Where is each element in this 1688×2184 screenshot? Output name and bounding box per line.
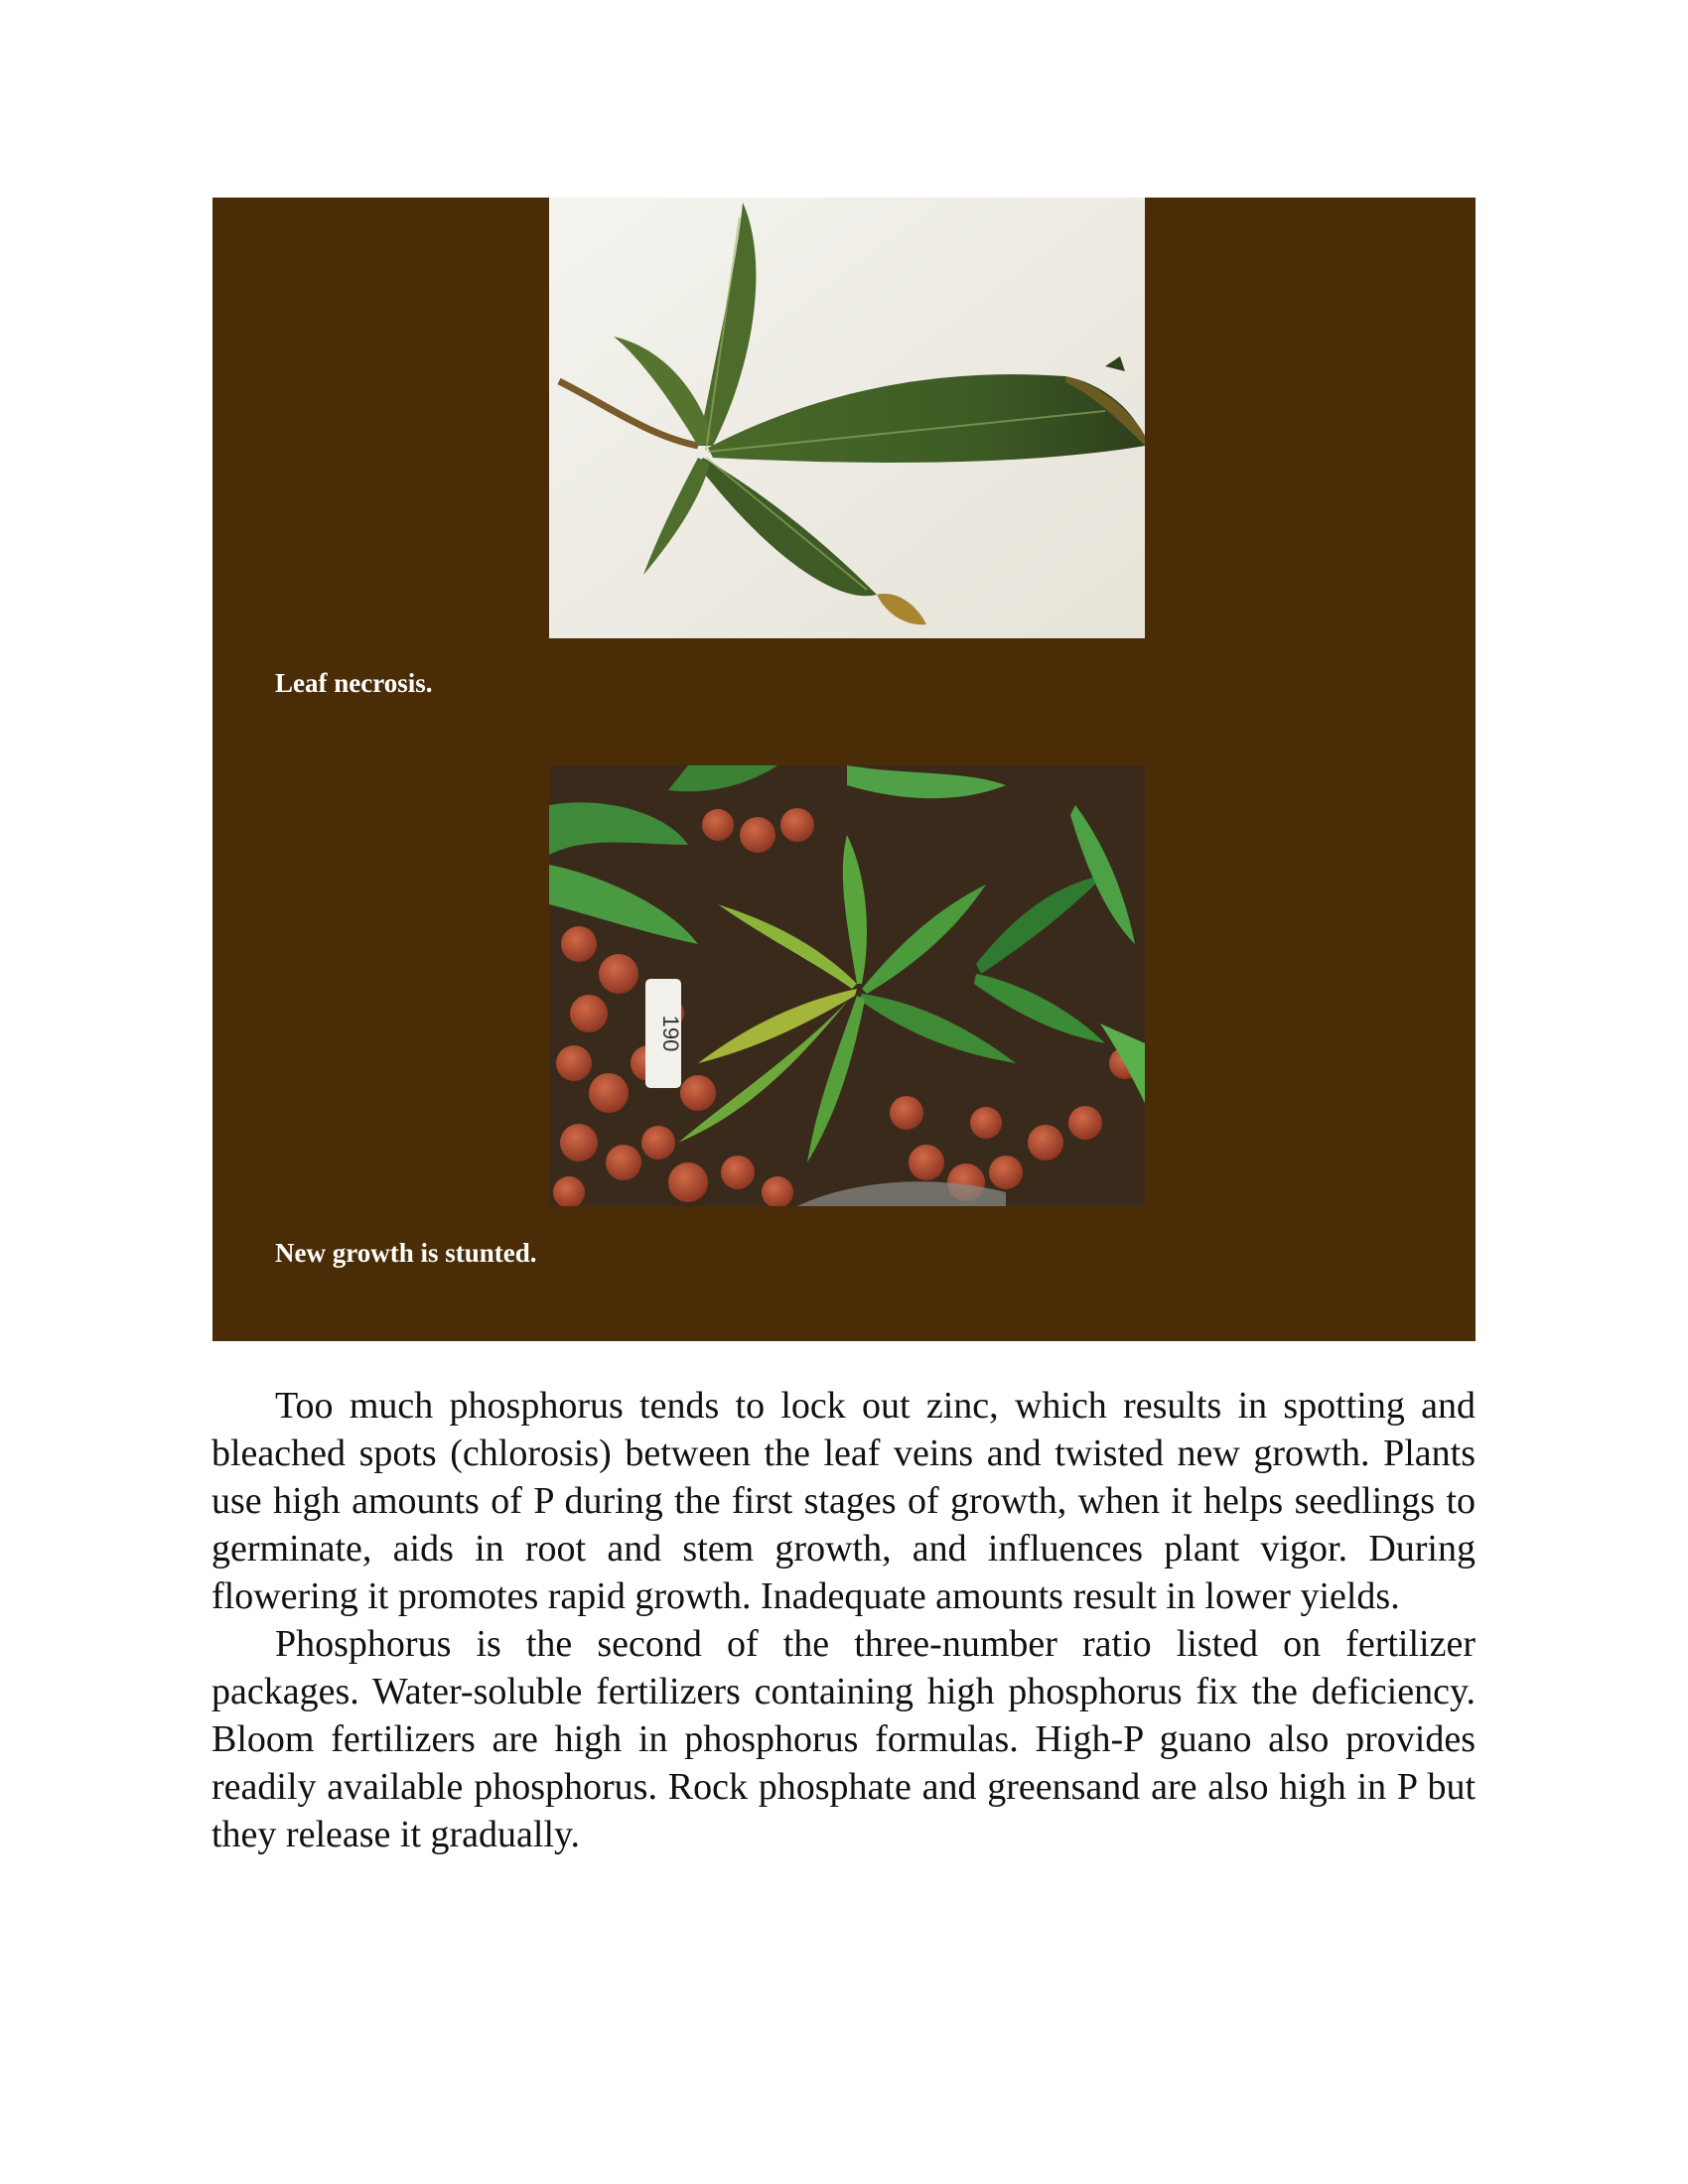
body-text <box>211 1382 1476 1858</box>
plant-tag-label: 190 <box>658 1015 683 1052</box>
leaf-necrosis-image <box>549 198 1145 638</box>
leaf-necrosis-photo <box>549 198 1145 638</box>
stunted-growth-image <box>549 765 1145 1206</box>
caption-stunted-growth: New growth is stunted. <box>275 1238 537 1268</box>
stunted-growth-photo <box>549 765 1145 1206</box>
paragraph-fertilizer-ratio: Phosphorus is the second of the three-number ratio listed on fertilizer packages. Water-soluble fertilizers containing high phosphorus fix the deficiency. Bloom fertilizers are high in phosphorus formulas. High-P guano also provides readily available phosphorus. Rock phosphate and greensand are also high in P but they release it gradually. <box>211 1623 1476 1855</box>
caption-leaf-necrosis: Leaf necrosis. <box>275 668 433 698</box>
figure-panel <box>212 198 1476 1341</box>
paragraph-zinc-lockout: Too much phosphorus tends to lock out zinc, which results in spotting and bleached spots (chlorosis) between the leaf veins and twisted new growth. Plants use high amounts of P during the first stages of growth, when it helps seedlings to germinate, aids in root and stem growth, and influences plant vigor. During flowering it promotes rapid growth. Inadequate amounts result in lower yields. <box>211 1385 1476 1617</box>
